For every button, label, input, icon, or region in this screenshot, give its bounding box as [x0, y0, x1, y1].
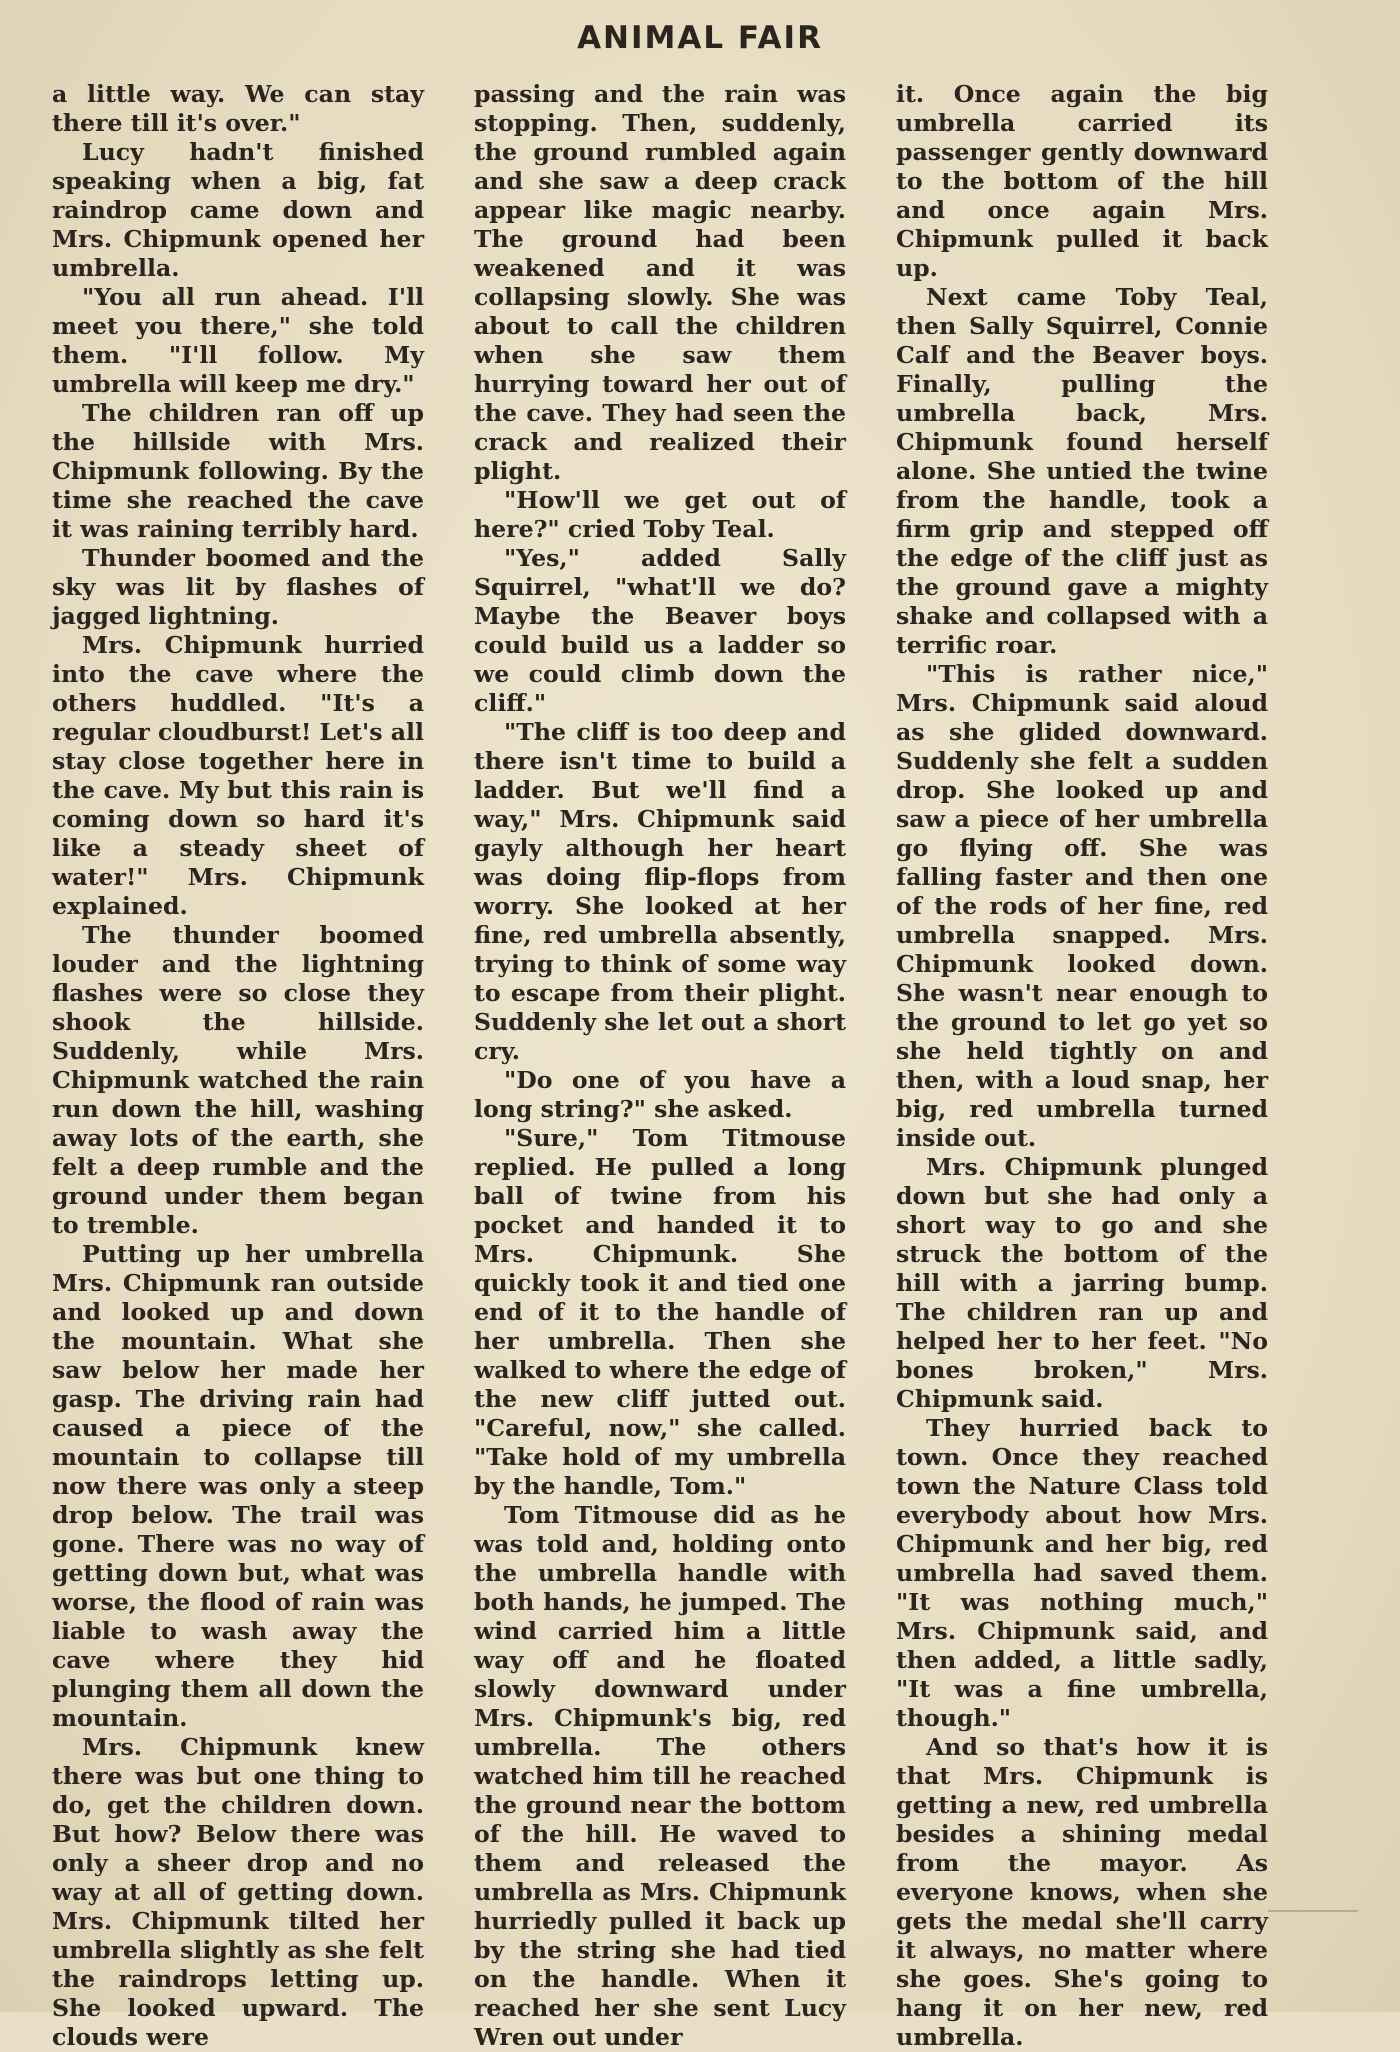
paragraph: "How'll we get out of here?" cried Toby Teal. [474, 486, 846, 543]
paragraph: Putting up her umbrella Mrs. Chipmunk ran outside and looked up and down the mountain. What she saw below her made her gasp. The driving rain had caused a piece of the mountain to collapse till now there was only a steep drop below. The trail was gone. There was no way of getting down but, what was worse, the flood of rain was liable to wash away the cave where they hid plunging them all down the mountain. [52, 1240, 424, 1732]
paragraph: The children ran off up the hillside with Mrs. Chipmunk following. By the time she reached the cave it was raining terribly hard. [52, 399, 424, 543]
paragraph: Tom Titmouse did as he was told and, holding onto the umbrella handle with both hands, he jumped. The wind carried him a little way off and he floated slowly downward under Mrs. Chipmunk's big, red umbrella. The others watched him till he reached the ground near the bottom of the hill. He waved to them and released the umbrella as Mrs. Chipmunk hurriedly pulled it back up by the string she had tied on the handle. When it reached her she sent Lucy Wren out under [474, 1501, 846, 2051]
paragraph: Thunder boomed and the sky was lit by flashes of jagged lightning. [52, 544, 424, 630]
page-header: ANIMAL FAIR [577, 20, 823, 56]
text-column-2 [474, 80, 846, 2052]
paragraph: "You all run ahead. I'll meet you there," she told them. "I'll follow. My umbrella will keep me dry." [52, 283, 424, 398]
paragraph: "Do one of you have a long string?" she asked. [474, 1066, 846, 1123]
paragraph: Mrs. Chipmunk knew there was but one thing to do, get the children down. But how? Below there was only a sheer drop and no way at all of getting down. Mrs. Chipmunk tilted her umbrella slightly as she felt the raindrops letting up. She looked upward. The clouds were [52, 1733, 424, 2051]
paragraph: "The cliff is too deep and there isn't time to build a ladder. But we'll find a way," Mrs. Chipmunk said gayly although her heart was doing flip-flops from worry. She looked at her fine, red umbrella absently, trying to think of some way to escape from their plight. Suddenly she let out a short cry. [474, 718, 846, 1065]
text-column-3 [896, 80, 1268, 2052]
paragraph: "Sure," Tom Titmouse replied. He pulled a long ball of twine from his pocket and handed it to Mrs. Chipmunk. She quickly took it and tied one end of it to the handle of her umbrella. Then she walked to where the edge of the new cliff jutted out. "Careful, now," she called. "Take hold of my umbrella by the handle, Tom." [474, 1124, 847, 1500]
end-rule [1268, 1910, 1358, 1912]
paragraph: it. Once again the big umbrella carried its passenger gently downward to the bottom of the hill and once again Mrs. Chipmunk pulled it back up. [896, 80, 1268, 282]
paragraph: The thunder boomed louder and the lightning flashes were so close they shook the hillside. Suddenly, while Mrs. Chipmunk watched the rain run down the hill, washing away lots of the earth, she felt a deep rumble and the ground under them began to tremble. [52, 921, 424, 1239]
paragraph: Next came Toby Teal, then Sally Squirrel, Connie Calf and the Beaver boys. Finally, pulling the umbrella back, Mrs. Chipmunk found herself alone. She untied the twine from the handle, took a firm grip and stepped off the edge of the cliff just as the ground gave a mighty shake and collapsed with a terrific roar. [896, 283, 1268, 659]
paragraph: Mrs. Chipmunk hurried into the cave where the others huddled. "It's a regular cloudburst! Let's all stay close together here in the cave. My but this rain is coming down so hard it's like a steady sheet of water!" Mrs. Chipmunk explained. [52, 631, 424, 920]
paragraph: Mrs. Chipmunk plunged down but she had only a short way to go and she struck the bottom of the hill with a jarring bump. The children ran up and helped her to her feet. "No bones broken," Mrs. Chipmunk said. [896, 1153, 1268, 1413]
paragraph: They hurried back to town. Once they reached town the Nature Class told everybody about how Mrs. Chipmunk and her big, red umbrella had saved them. "It was nothing much," Mrs. Chipmunk said, and then added, a little sadly, "It was a fine umbrella, though." [896, 1414, 1268, 1732]
paragraph: "This is rather nice," Mrs. Chipmunk said aloud as she glided downward. Suddenly she felt a sudden drop. She looked up and saw a piece of her umbrella go flying off. She was falling faster and then one of the rods of her fine, red umbrella snapped. Mrs. Chipmunk looked down. She wasn't near enough to the ground to let go yet so she held tightly on and then, with a loud snap, her big, red umbrella turned inside out. [896, 660, 1268, 1152]
paragraph: passing and the rain was stopping. Then, suddenly, the ground rumbled again and she saw a deep crack appear like magic nearby. The ground had been weakened and it was collapsing slowly. She was about to call the children when she saw them hurrying toward her out of the cave. They had seen the crack and realized their plight. [474, 80, 846, 485]
text-column-1 [52, 80, 424, 2052]
paragraph: Lucy hadn't finished speaking when a big, fat raindrop came down and Mrs. Chipmunk opened her umbrella. [52, 138, 424, 282]
paragraph: "Yes," added Sally Squirrel, "what'll we do? Maybe the Beaver boys could build us a ladder so we could climb down the cliff." [474, 544, 846, 717]
paragraph: And so that's how it is that Mrs. Chipmunk is getting a new, red umbrella besides a shining medal from the mayor. As everyone knows, when she gets the medal she'll carry it always, no matter where she goes. She's going to hang it on her new, red umbrella. [896, 1733, 1268, 2051]
paragraph: a little way. We can stay there till it's over." [52, 80, 424, 137]
